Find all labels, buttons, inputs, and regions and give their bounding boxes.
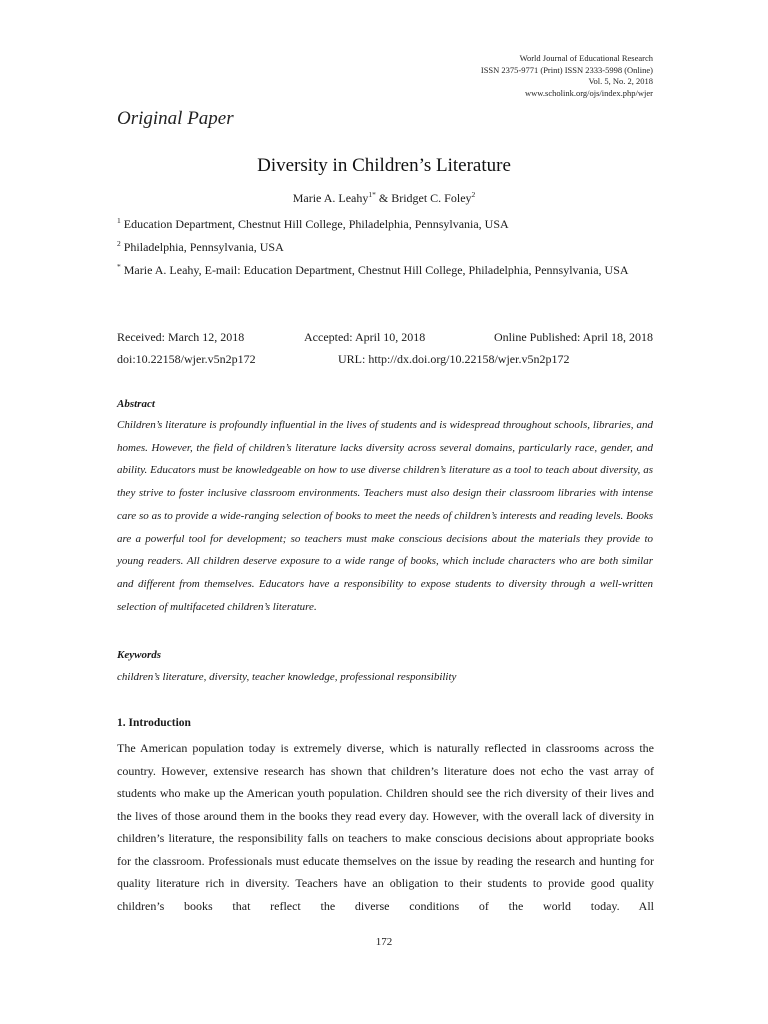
corresponding-author: [117, 259, 653, 282]
received-date: Received: March 12, 2018: [117, 330, 245, 344]
accepted-date: Accepted: April 10, 2018: [304, 330, 426, 344]
published-date: Online Published: April 18, 2018: [494, 330, 653, 344]
affiliation-marker: 2: [117, 239, 121, 248]
author-superscript: 2: [471, 190, 476, 199]
journal-name: World Journal of Educational Research: [519, 53, 653, 63]
author-line: [0, 191, 768, 206]
author-name: Bridget C. Foley: [391, 191, 472, 205]
journal-issn: ISSN 2375-9771 (Print) ISSN 2333-5998 (Online): [480, 64, 653, 75]
author-superscript: 1*: [368, 190, 376, 199]
affiliation: [117, 236, 653, 259]
author-name: Marie A. Leahy: [292, 191, 369, 205]
journal-header: [481, 53, 653, 99]
author-connector: &: [375, 191, 392, 205]
affiliation-marker: *: [117, 262, 121, 271]
section-heading-introduction: 1. Introduction: [117, 717, 191, 729]
abstract-heading: Abstract: [117, 398, 155, 410]
introduction-text: The American population today is extremely diverse, which is naturally reflected in classrooms across the country. However, extensive research has shown that children’s literature does not echo the vast array of students who make up the American youth population. Children should see the rich diversity of their lives and the lives of those around them in the books they read every day. However, with the overall lack of diversity in children’s literature, the responsibility falls on teachers to make conscious decisions about appropriate books for the classroom. Professionals must educate themselves on the issue by reading the research and hunting for quality literature rich in diversity. Teachers have an obligation to their students to provide good quality children’s books that reflect the diverse conditions of the world today. All: [117, 741, 654, 913]
keywords-heading: Keywords: [117, 649, 161, 661]
affiliation-text: Education Department, Chestnut Hill College, Philadelphia, Pennsylvania, USA: [120, 217, 509, 231]
page-number: 172: [375, 936, 393, 948]
paper-type: Original Paper: [117, 108, 234, 129]
affiliation-text: Philadelphia, Pennsylvania, USA: [120, 240, 284, 254]
affiliation-marker: 1: [117, 216, 121, 225]
journal-url: www.scholink.org/ojs/index.php/wjer: [525, 87, 653, 98]
journal-volume: Vol. 5, No. 2, 2018: [588, 76, 653, 86]
affiliation-text: Marie A. Leahy, E-mail: Education Department, Chestnut Hill College, Philadelphia, Pennsylvania, USA: [120, 263, 629, 277]
paper-title: Diversity in Children’s Literature: [257, 155, 511, 176]
affiliation: [117, 213, 653, 236]
abstract-text: Children’s literature is profoundly influential in the lives of students and is widespread throughout schools, libraries, and homes. However, the field of children’s literature lacks diversity across several domains, particularly race, gender, and ability. Educators must be knowledgeable on how to use diverse children’s literature as a tool to teach about diversity, as they strive to foster inclusive classroom environments. Teachers must also design their classroom libraries with intense care so as to provide a wide-ranging selection of books to meet the needs of children’s interests and reading levels. Books are a powerful tool for development; so teachers must make conscious decisions about the materials they provide to young readers. All children deserve exposure to a wide range of books, which include characters who are both similar and different from themselves. Educators have a responsibility to expose students to diversity through a well-written selection of multifaceted children’s literature.: [117, 419, 653, 613]
keywords-text: children’s literature, diversity, teacher knowledge, professional responsibility: [117, 671, 457, 683]
doi[interactable]: doi:10.22158/wjer.v5n2p172: [117, 352, 256, 366]
doi-url-link[interactable]: URL: http://dx.doi.org/10.22158/wjer.v5n2p172: [338, 352, 570, 366]
